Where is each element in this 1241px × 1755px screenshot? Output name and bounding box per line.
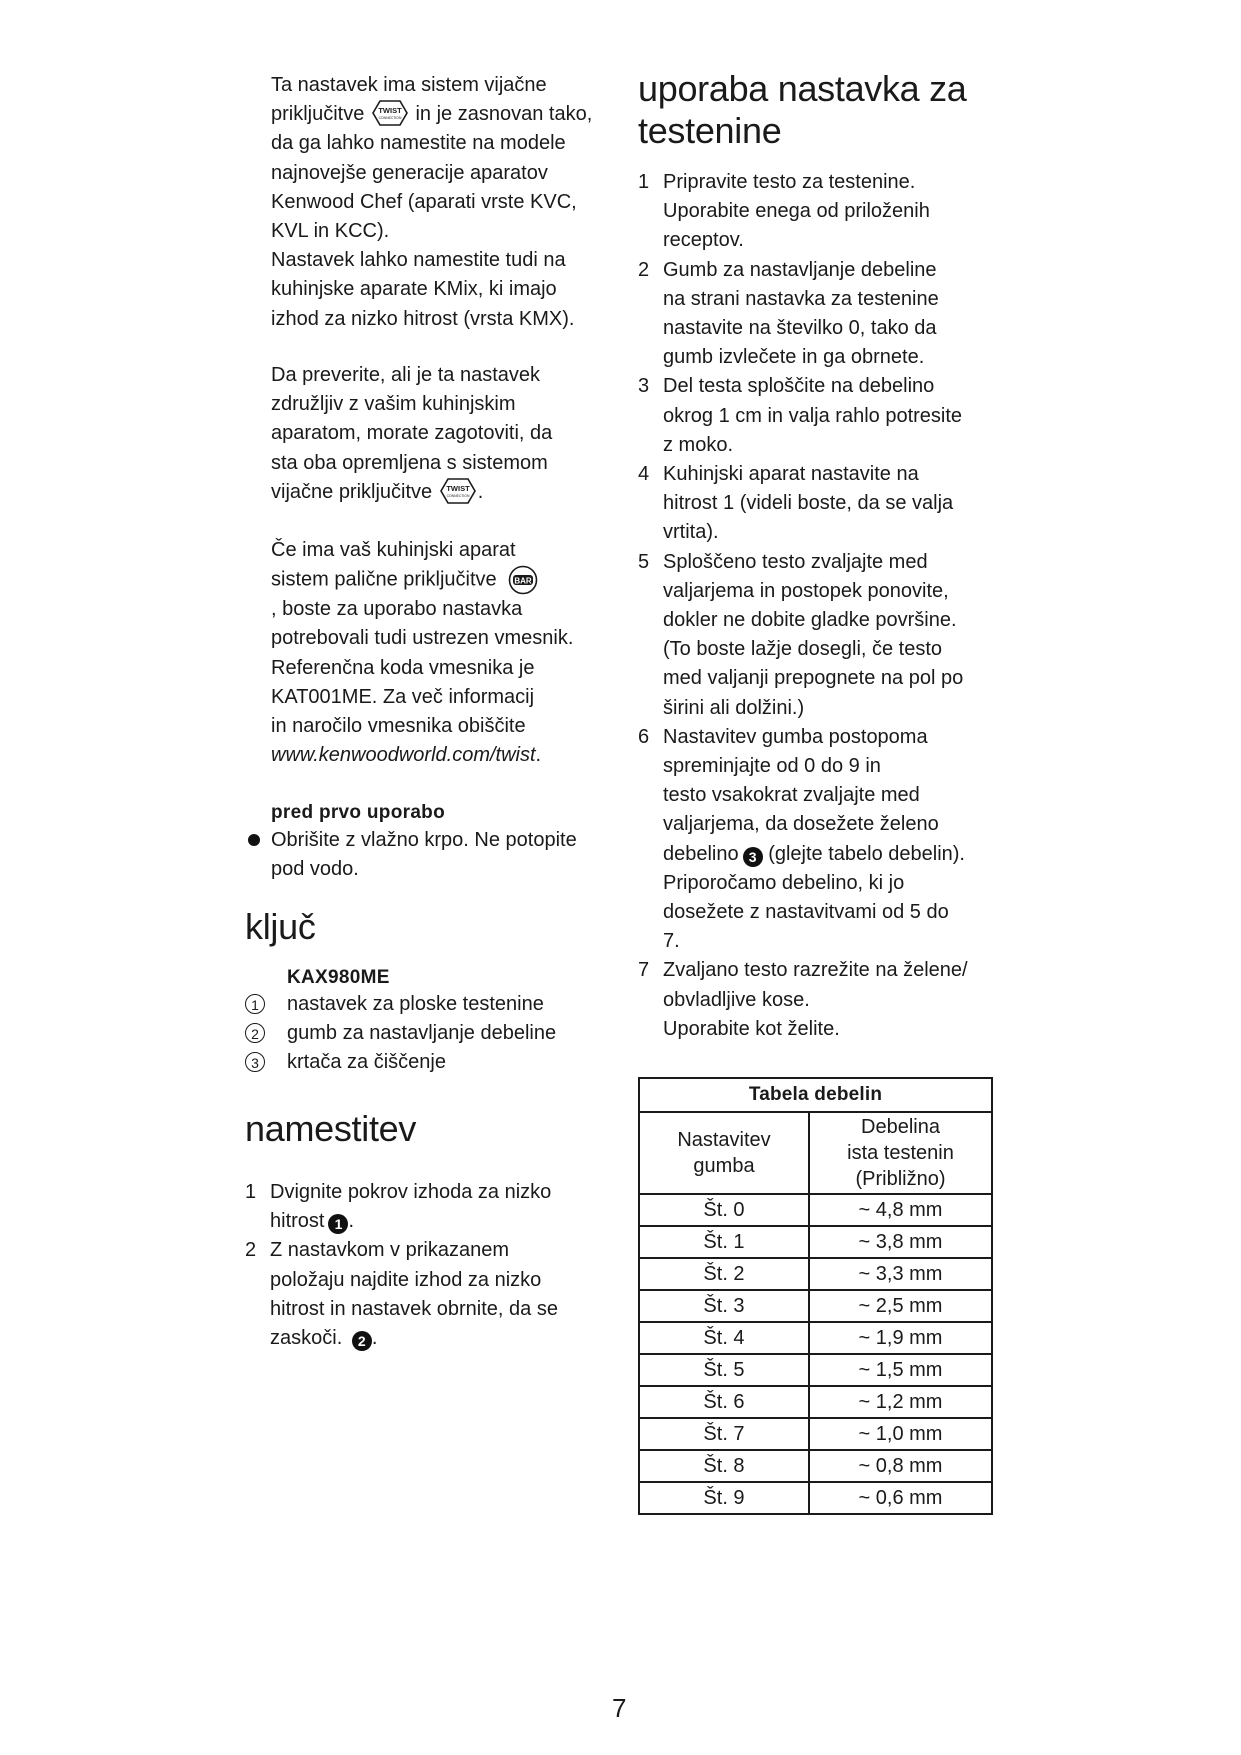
thickness-cell: ~ 1,5 mm	[809, 1354, 992, 1386]
text-fragment: sistem palične priključitve	[271, 568, 497, 591]
usage-step	[638, 460, 1018, 548]
text-line: Pripravite testo za testenine.	[663, 171, 916, 193]
text-line: 7.	[663, 930, 680, 953]
assembly-step-list	[245, 1178, 615, 1353]
text-line: izhod za nizko hitrost (vrsta KMX).	[271, 307, 575, 330]
key-model	[287, 965, 617, 991]
text-fragment: in je zasnovan tako,	[415, 103, 593, 126]
column-header-thickness	[809, 1112, 992, 1194]
text-line	[271, 565, 611, 595]
text-line: valjarjema, da dosežete želeno	[663, 813, 939, 836]
text-line: združljiv z vašim kuhinjskim	[271, 393, 516, 416]
table-row	[639, 1386, 992, 1418]
text-line: Obrišite z vlažno krpo. Ne potopite	[271, 829, 577, 851]
model-number: KAX980ME	[287, 967, 390, 988]
text-line: širini ali dolžini.)	[663, 696, 805, 719]
table-row	[639, 1322, 992, 1354]
text-fragment: vijačne priključitve	[271, 480, 433, 503]
key-item-label: krtača za čiščenje	[287, 1051, 446, 1074]
twist-connection-icon	[372, 100, 408, 126]
text-line: Da preverite, ali je ta nastavek	[271, 364, 541, 386]
table-title-row	[639, 1078, 992, 1112]
text-line: med valjanji prepognete na pol po	[663, 667, 964, 690]
pasta-usage-steps	[638, 168, 1018, 1044]
key-item	[245, 1048, 615, 1077]
assembly-step	[245, 1178, 615, 1236]
text-line	[270, 1207, 615, 1236]
thickness-cell: ~ 4,8 mm	[809, 1194, 992, 1226]
text-line: aparatom, morate zagotoviti, da	[271, 422, 553, 445]
setting-cell: Št. 1	[639, 1226, 809, 1258]
text-line: z moko.	[663, 433, 734, 456]
usage-step	[638, 168, 1018, 256]
text-line: Kenwood Chef (aparati vrste KVC,	[271, 190, 577, 213]
usage-step-list	[638, 168, 1018, 1044]
setting-cell: Št. 7	[639, 1418, 809, 1450]
table-row	[639, 1194, 992, 1226]
table-header-row	[639, 1112, 992, 1194]
bullet-icon	[248, 834, 260, 846]
bar-connection-icon	[508, 565, 538, 595]
text-line	[271, 100, 611, 129]
text-line: testo vsakokrat zvaljajte med	[663, 784, 920, 807]
assembly-section	[245, 1108, 615, 1150]
usage-step	[638, 548, 1018, 723]
before-first-use-heading: pred prvo uporabo	[271, 802, 445, 823]
assembly-heading: namestitev	[245, 1108, 417, 1149]
svg-text:TWIST: TWIST	[378, 105, 402, 115]
header-line: Nastavitev	[677, 1129, 771, 1151]
circled-number-1-icon: 1	[245, 994, 265, 1014]
svg-text:TWIST: TWIST	[446, 483, 470, 493]
text-line: Dvignite pokrov izhoda za nizko	[270, 1181, 552, 1203]
table-row	[639, 1226, 992, 1258]
table-row	[639, 1418, 992, 1450]
text-line: Če ima vaš kuhinjski aparat	[271, 539, 516, 561]
key-item	[245, 990, 615, 1019]
header-line: ista testenin	[847, 1142, 954, 1164]
text-line	[271, 478, 611, 507]
text-line: kuhinjske aparate KMix, ki imajo	[271, 278, 557, 301]
thickness-cell: ~ 3,8 mm	[809, 1226, 992, 1258]
step-number: 7	[638, 959, 650, 982]
header-line: (Približno)	[855, 1168, 946, 1190]
text-line: potrebovali tudi ustrezen vmesnik.	[271, 627, 574, 650]
intro-paragraph-2	[271, 361, 611, 507]
setting-cell: Št. 5	[639, 1354, 809, 1386]
table-row	[639, 1258, 992, 1290]
text-line: Uporabite kot želite.	[663, 1017, 840, 1040]
svg-text:CONNECTION: CONNECTION	[378, 115, 402, 120]
pasta-usage-heading-block	[638, 68, 1018, 152]
pasta-usage-heading	[638, 68, 1018, 152]
text-fragment: debelino	[663, 842, 739, 865]
text-line	[270, 1324, 615, 1353]
text-line: Gumb za nastavljanje debeline	[663, 258, 937, 281]
text-line: okrog 1 cm in valja rahlo potresite	[663, 404, 963, 427]
figure-ref-2-icon: 2	[352, 1331, 372, 1351]
text-line: položaju najdite izhod za nizko	[270, 1268, 542, 1291]
text-fragment: zaskoči.	[270, 1327, 343, 1350]
circled-number-3-icon: 3	[245, 1052, 265, 1072]
table-row	[639, 1354, 992, 1386]
text-line: Nastavek lahko namestite tudi na	[271, 249, 566, 272]
table-row	[639, 1450, 992, 1482]
header-line: Debelina	[861, 1116, 940, 1138]
thickness-cell: ~ 1,2 mm	[809, 1386, 992, 1418]
step-number: 4	[638, 463, 650, 486]
key-section	[245, 906, 615, 948]
text-line: receptov.	[663, 229, 744, 252]
key-item-label: gumb za nastavljanje debeline	[287, 1022, 557, 1045]
text-line: obvladljive kose.	[663, 988, 810, 1011]
header-line: gumba	[693, 1155, 755, 1177]
intro-paragraph-3	[271, 536, 611, 770]
bullet-item	[271, 826, 611, 884]
text-line: pod vodo.	[271, 858, 359, 881]
step-number: 6	[638, 725, 650, 748]
heading-line: testenine	[638, 110, 782, 151]
intro-paragraph-1	[271, 71, 611, 334]
table-row	[639, 1290, 992, 1322]
usage-step	[638, 372, 1018, 460]
setting-cell: Št. 3	[639, 1290, 809, 1322]
thickness-cell: ~ 3,3 mm	[809, 1258, 992, 1290]
text-line: KVL in KCC).	[271, 220, 390, 243]
text-fragment: .	[535, 744, 542, 767]
text-line: Del testa sploščite na debelino	[663, 375, 935, 398]
svg-text:CONNECTION: CONNECTION	[446, 493, 470, 498]
kenwood-url-link[interactable]: www.kenwoodworld.com/twist	[271, 744, 536, 767]
text-line: in naročilo vmesnika obiščite	[271, 715, 526, 738]
text-fragment: .	[371, 1327, 378, 1350]
text-line: Nastavitev gumba postopoma	[663, 725, 928, 748]
text-line: (To boste lažje dosegli, če testo	[663, 638, 943, 661]
text-line: dosežete z nastavitvami od 5 do	[663, 901, 949, 924]
text-line: Z nastavkom v prikazanem	[270, 1239, 509, 1262]
figure-ref-1-icon: 1	[328, 1214, 348, 1234]
usage-step	[638, 256, 1018, 373]
table-row	[639, 1482, 992, 1514]
text-line: da ga lahko namestite na modele	[271, 132, 566, 155]
text-line: spreminjajte od 0 do 9 in	[663, 755, 881, 778]
text-line: najnovejše generacije aparatov	[271, 161, 548, 184]
text-line: Uporabite enega od priloženih	[663, 200, 930, 223]
text-line: gumb izvlečete in ga obrnete.	[663, 346, 925, 369]
thickness-cell: ~ 1,0 mm	[809, 1418, 992, 1450]
setting-cell: Št. 2	[639, 1258, 809, 1290]
text-fragment: .	[477, 480, 484, 503]
table-title: Tabela debelin	[639, 1078, 992, 1112]
text-fragment: .	[348, 1210, 355, 1233]
before-first-use-section	[271, 800, 611, 884]
svg-text:BAR: BAR	[514, 576, 532, 586]
text-line: , boste za uporabo nastavka	[271, 598, 523, 621]
step-number: 2	[638, 258, 650, 281]
text-line: Zvaljano testo razrežite na želene/	[663, 959, 968, 982]
thickness-cell: ~ 2,5 mm	[809, 1290, 992, 1322]
text-line: na strani nastavka za testenine	[663, 287, 939, 310]
text-line: Sploščeno testo zvaljajte med	[663, 550, 928, 573]
url-line	[271, 741, 611, 770]
text-line: Referenčna koda vmesnika je	[271, 656, 535, 679]
figure-ref-3-icon: 3	[743, 847, 763, 867]
key-list	[245, 990, 615, 1078]
column-header-setting	[639, 1112, 809, 1194]
usage-step	[638, 956, 1018, 1044]
setting-cell: Št. 6	[639, 1386, 809, 1418]
text-line: hitrost in nastavek obrnite, da se	[270, 1297, 558, 1320]
setting-cell: Št. 9	[639, 1482, 809, 1514]
twist-connection-icon	[440, 478, 476, 504]
step-number: 2	[245, 1239, 257, 1262]
text-fragment: hitrost	[270, 1210, 325, 1233]
text-line: Priporočamo debelino, ki jo	[663, 871, 905, 894]
text-fragment: priključitve	[271, 103, 365, 126]
setting-cell: Št. 0	[639, 1194, 809, 1226]
step-number: 5	[638, 550, 650, 573]
text-line: KAT001ME. Za več informacij	[271, 685, 535, 708]
text-line: sta oba opremljena s sistemom	[271, 451, 548, 474]
text-line: nastavite na številko 0, tako da	[663, 317, 937, 340]
circled-number-2-icon: 2	[245, 1023, 265, 1043]
thickness-cell: ~ 0,8 mm	[809, 1450, 992, 1482]
thickness-table	[638, 1077, 993, 1515]
text-line: valjarjema in postopek ponovite,	[663, 579, 949, 602]
step-number: 1	[245, 1181, 257, 1203]
heading-line: uporaba nastavka za	[638, 68, 967, 109]
text-line: Kuhinjski aparat nastavite na	[663, 463, 919, 486]
setting-cell: Št. 8	[639, 1450, 809, 1482]
text-line: vrtita).	[663, 521, 719, 544]
key-heading: ključ	[245, 906, 316, 947]
text-line: Ta nastavek ima sistem vijačne	[271, 74, 547, 96]
thickness-cell: ~ 1,9 mm	[809, 1322, 992, 1354]
usage-step	[638, 723, 1018, 957]
step-number: 1	[638, 171, 650, 193]
assembly-step	[245, 1236, 615, 1353]
text-line	[663, 840, 1018, 869]
setting-cell: Št. 4	[639, 1322, 809, 1354]
key-item-label: nastavek za ploske testenine	[287, 993, 544, 1015]
text-line: dokler ne dobite gladke površine.	[663, 609, 957, 632]
thickness-cell: ~ 0,6 mm	[809, 1482, 992, 1514]
text-line: hitrost 1 (videli boste, da se valja	[663, 492, 954, 515]
step-number: 3	[638, 375, 650, 398]
key-item	[245, 1019, 615, 1048]
assembly-steps	[245, 1178, 615, 1353]
text-fragment: (glejte tabelo debelin).	[768, 842, 965, 865]
page-number: 7	[612, 1693, 627, 1723]
